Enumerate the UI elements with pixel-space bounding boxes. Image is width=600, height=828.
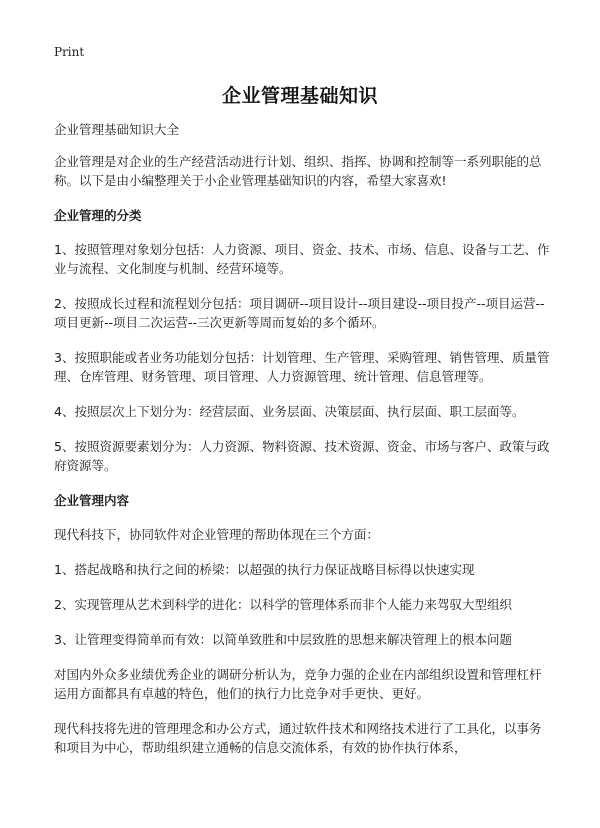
article-subtitle: 企业管理基础知识大全 [54, 122, 180, 137]
list-item: 2、实现管理从艺术到科学的进化：以科学的管理体系而非个人能力来驾驭大型组织 [54, 597, 512, 612]
list-item: 对国内外众多业绩优秀企业的调研分析认为，竞争力强的企业在内部组织设置和管理杠杆运用方面都具有卓越的特色，他们的执行力比竞争对手更快、更好。 [54, 667, 542, 701]
list-item: 3、按照职能或者业务功能划分包括：计划管理、生产管理、采购管理、销售管理、质量管理、仓库管理、财务管理、项目管理、人力资源管理、统计管理、信息管理等。 [54, 350, 550, 384]
list-item: 1、按照管理对象划分包括：人力资源、项目、资金、技术、市场、信息、设备与工艺、作业与流程、文化制度与机制、经营环境等。 [54, 242, 550, 276]
list-item: 5、按照资源要素划分为：人力资源、物料资源、技术资源、资金、市场与客户、政策与政府资源等。 [54, 439, 550, 473]
list-item: 2、按照成长过程和流程划分包括：项目调研--项目设计--项目建设--项目投产--项目运营--项目更新--项目二次运营--三次更新等周而复始的多个循环。 [54, 296, 545, 330]
list-item: 现代科技下，协同软件对企业管理的帮助体现在三个方面： [54, 527, 380, 542]
list-item: 3、让管理变得简单而有效：以简单致胜和中层致胜的思想来解决管理上的根本问题 [54, 632, 512, 647]
list-item: 4、按照层次上下划分为：经营层面、业务层面、决策层面、执行层面、职工层面等。 [54, 404, 525, 419]
intro-paragraph: 企业管理是对企业的生产经营活动进行计划、组织、指挥、协调和控制等一系列职能的总称。以下是由小编整理关于小企业管理基础知识的内容，希望大家喜欢! [54, 154, 542, 188]
page-title: 企业管理基础知识 [221, 85, 378, 107]
print-label: Print [54, 45, 85, 59]
list-item: 现代科技将先进的管理理念和办公方式，通过软件技术和网络技术进行了工具化，以事务和项目为中心，帮助组织建立通畅的信息交流体系，有效的协作执行体系， [54, 721, 542, 755]
article-body [54, 120, 550, 773]
list-item: 1、搭起战略和执行之间的桥梁：以超强的执行力保证战略目标得以快速实现 [54, 562, 475, 577]
section-heading-content: 企业管理内容 [54, 493, 130, 508]
section-heading-classification: 企业管理的分类 [54, 208, 142, 223]
